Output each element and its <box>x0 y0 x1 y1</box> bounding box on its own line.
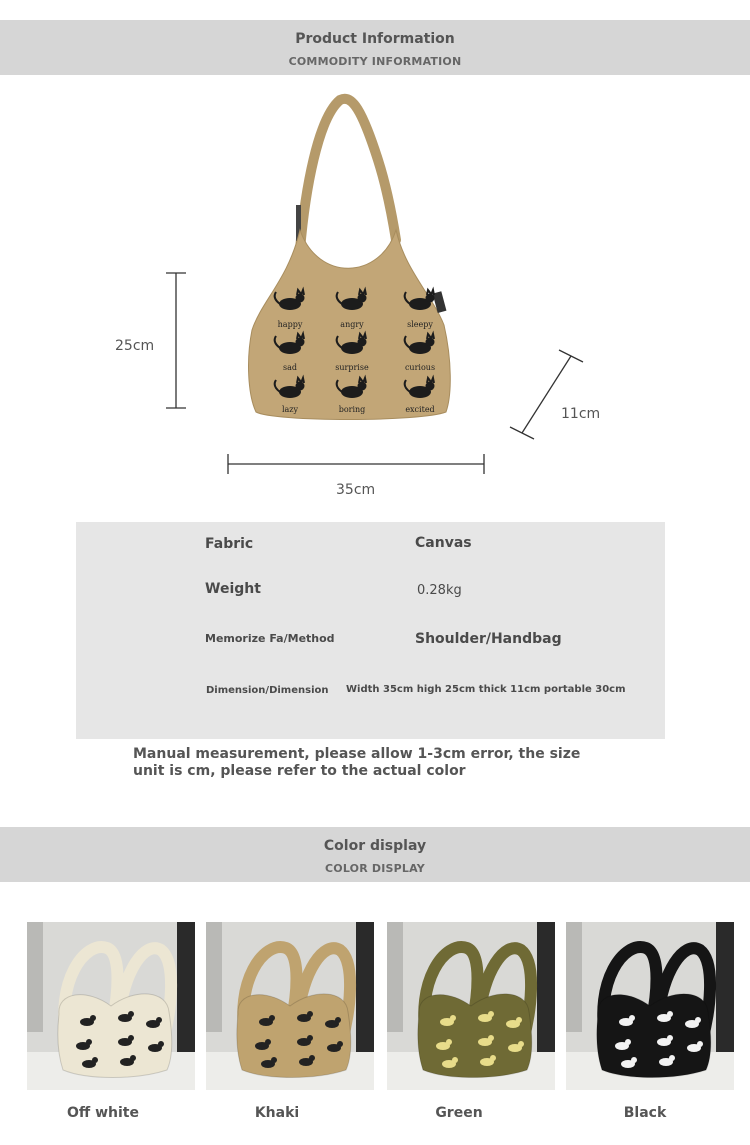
spec-table <box>76 522 665 739</box>
bag-photo <box>206 922 374 1090</box>
color-swatch-off-white[interactable] <box>27 922 195 1090</box>
section-header-color-display <box>0 827 750 882</box>
height-label: 25cm <box>115 338 155 354</box>
bag-photo <box>566 922 734 1090</box>
spec-label-fabric: Fabric <box>205 536 254 552</box>
bag-print-word: excited <box>405 405 435 414</box>
color-swatch-black[interactable] <box>566 922 734 1090</box>
spec-label-dimension: Dimension/Dimension <box>206 685 329 696</box>
color-label-off-white: Off white <box>66 1105 139 1121</box>
bag-print-word: sad <box>283 363 297 372</box>
bag-print-word: lazy <box>281 405 299 414</box>
bag-print-word: angry <box>340 320 364 329</box>
spec-label-method: Memorize Fa/Method <box>205 632 335 645</box>
bag-print-word: surprise <box>335 363 369 372</box>
depth-label: 11cm <box>561 406 601 422</box>
spec-value-fabric: Canvas <box>415 535 472 551</box>
width-dimension-line <box>228 454 484 474</box>
spec-value-weight: 0.28kg <box>417 583 462 598</box>
spec-value-dimension: Width 35cm high 25cm thick 11cm portable 30cm <box>346 684 626 695</box>
bag-print-word: boring <box>338 405 366 414</box>
bag-print-word: happy <box>277 320 303 329</box>
measurement-note: Manual measurement, please allow 1-3cm error, the size unit is cm, please refer to the actual color <box>133 746 581 779</box>
color-label-khaki: Khaki <box>254 1105 300 1121</box>
section-title: Color display <box>323 838 427 854</box>
section-header-product-info <box>0 20 750 75</box>
color-label-green: Green <box>435 1105 483 1121</box>
bag-print-word: sleepy <box>407 320 433 329</box>
width-label: 35cm <box>336 482 376 498</box>
spec-label-weight: Weight <box>205 581 261 597</box>
bag-print-word: curious <box>404 363 436 372</box>
bag-photo <box>27 922 195 1090</box>
section-title: Product Information <box>295 31 455 47</box>
color-swatch-green[interactable] <box>387 922 555 1090</box>
bag-photo <box>387 922 555 1090</box>
product-dimension-figure <box>0 75 750 515</box>
bag-strap <box>300 99 396 250</box>
section-subtitle: COMMODITY INFORMATION <box>288 55 462 68</box>
color-label-black: Black <box>623 1105 667 1121</box>
section-subtitle: COLOR DISPLAY <box>325 862 425 875</box>
depth-dimension-line <box>510 350 583 439</box>
spec-value-method: Shoulder/Handbag <box>415 631 562 647</box>
height-dimension-line <box>166 273 186 408</box>
color-swatch-khaki[interactable] <box>206 922 374 1090</box>
